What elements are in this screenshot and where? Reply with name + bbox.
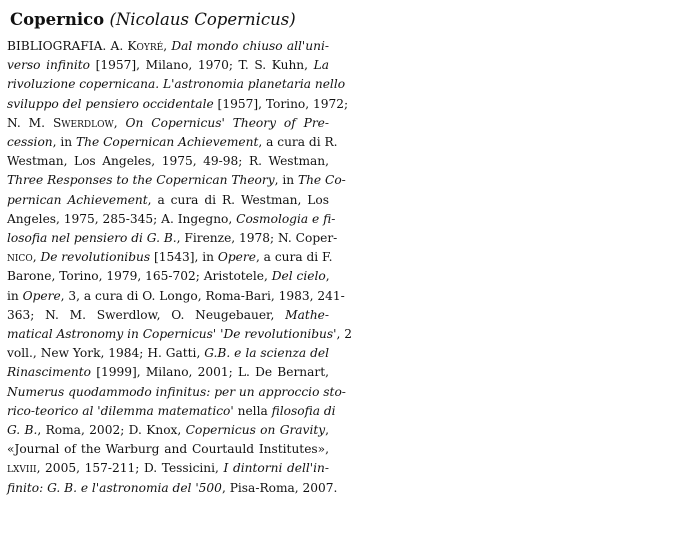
text-run: Westman, Los Angeles, 1975, 49-98; R. Westman, [7,154,329,169]
text-run: nico, [7,250,41,265]
text-run: filosofia di [271,403,336,418]
text-run: Numerus quodammodo infinitus: per un approccio sto- [7,384,346,399]
text-run: , Firenze, 1978; N. Coper- [176,231,338,246]
text-run: , in [52,135,77,150]
text-run: Barone, Torino, 1979, 165-702; Aristotele, [7,269,272,284]
bibliography-line [7,363,329,382]
bibliography-line [7,95,349,114]
text-run: Copernicus on Gravity [185,423,326,438]
text-run: sviluppo del pensiero occidentale [7,96,214,111]
text-run: Opere [22,288,61,303]
bibliography-line [7,248,333,267]
text-run: , [325,423,329,438]
entry-alternate-name: (Nicolaus Copernicus) [109,10,296,29]
entry-title: Copernico [10,10,105,29]
text-run: De revolutionibus [40,250,151,265]
text-run: , in [274,173,298,188]
bibliography-line [7,133,338,152]
text-run: rivoluzione copernicana. L'astronomia planetaria nello [7,77,346,92]
bibliography-line [7,75,346,94]
bibliography-line [7,191,329,210]
bibliography-line [7,383,346,402]
text-run: Opere [217,250,256,265]
bibliography-line [7,306,329,325]
bibliography-line [7,37,329,56]
text-run: N. M. Swerdlow, [7,115,126,130]
text-run: On Copernicus' Theory of Pre- [125,115,330,130]
text-run: Angeles, 1975, 285-345; A. Ingegno, [7,211,237,226]
bibliography-line [7,56,329,75]
text-run: Three Responses to the Copernican Theory [7,173,275,188]
text-run: voll., New York, 1984; H. Gatti, [7,346,205,361]
bibliography-line [7,479,338,498]
text-run: , Pisa-Roma, 2007. [221,480,338,495]
text-run: cession [7,135,53,150]
text-run: , 2005, 157-211; D. Tessicini, [36,461,224,476]
bibliography-line [7,421,329,440]
bibliography-line [7,114,329,133]
bibliography-line [7,152,329,171]
text-run: BIBLIOGRAFIA. A. Koyré, [7,39,172,53]
text-run: G. B. [7,423,38,438]
bibliography-text [7,37,352,498]
text-run: , Roma, 2002; D. Knox, [37,423,186,438]
text-run: pernican Achievement [7,192,148,207]
text-run: [1957], Milano, 1970; T. S. Kuhn, [89,58,314,73]
text-run: in [7,288,23,303]
bibliography-line [7,325,352,344]
text-run: G.B. e la scienza del [204,346,329,361]
text-run: Cosmologia e fi- [236,211,336,226]
bibliography-line [7,210,336,229]
text-run: matical Astronomy in Copernicus' 'De revolutionibus' [7,327,337,342]
text-run: lxviii [7,461,37,476]
text-run: [1999], Milano, 2001; L. De Bernart, [91,365,329,380]
text-run: , 2 [336,327,352,342]
bibliography-line [7,287,345,306]
text-run: verso infinito [7,58,90,73]
bibliography-line [7,344,329,363]
text-run: [1957], Torino, 1972; [213,96,349,111]
text-run: Dal mondo chiuso all'uni- [171,39,329,53]
text-run: Del cielo [271,269,326,284]
bibliography-line [7,267,329,286]
text-run: Rinascimento [7,365,92,380]
text-run: losofia nel pensiero di G. B. [7,231,177,246]
bibliography-line [7,440,329,459]
text-run: Mathe- [285,307,329,322]
text-run: «Journal of the Warburg and Courtauld Institutes», [7,442,329,457]
text-run: , a cura di F. [255,250,333,265]
bibliography-line [7,459,329,478]
text-run: rico-teorico al 'dilemma matematico' [7,403,234,418]
text-run: , [325,269,330,284]
text-run: finito: G. B. e l'astronomia del '500 [7,480,222,495]
bibliography-line [7,229,338,248]
text-run: 363; N. M. Swerdlow, O. Neugebauer, [7,307,286,322]
text-run: , a cura di R. [258,135,338,150]
text-run: nella [233,403,272,418]
entry-heading [10,10,329,30]
text-run: La [313,58,329,73]
text-run: The Co- [297,173,346,188]
text-run: I dintorni dell'in- [223,461,329,476]
bibliography-line [7,402,336,421]
text-run: , 3, a cura di O. Longo, Roma-Bari, 1983, 241- [60,288,345,303]
text-run: , a cura di R. Westman, Los [147,192,329,207]
text-run: [1543], in [150,250,218,265]
text-run: The Copernican Achievement [76,135,259,150]
dictionary-entry [7,10,352,498]
bibliography-line [7,171,346,190]
